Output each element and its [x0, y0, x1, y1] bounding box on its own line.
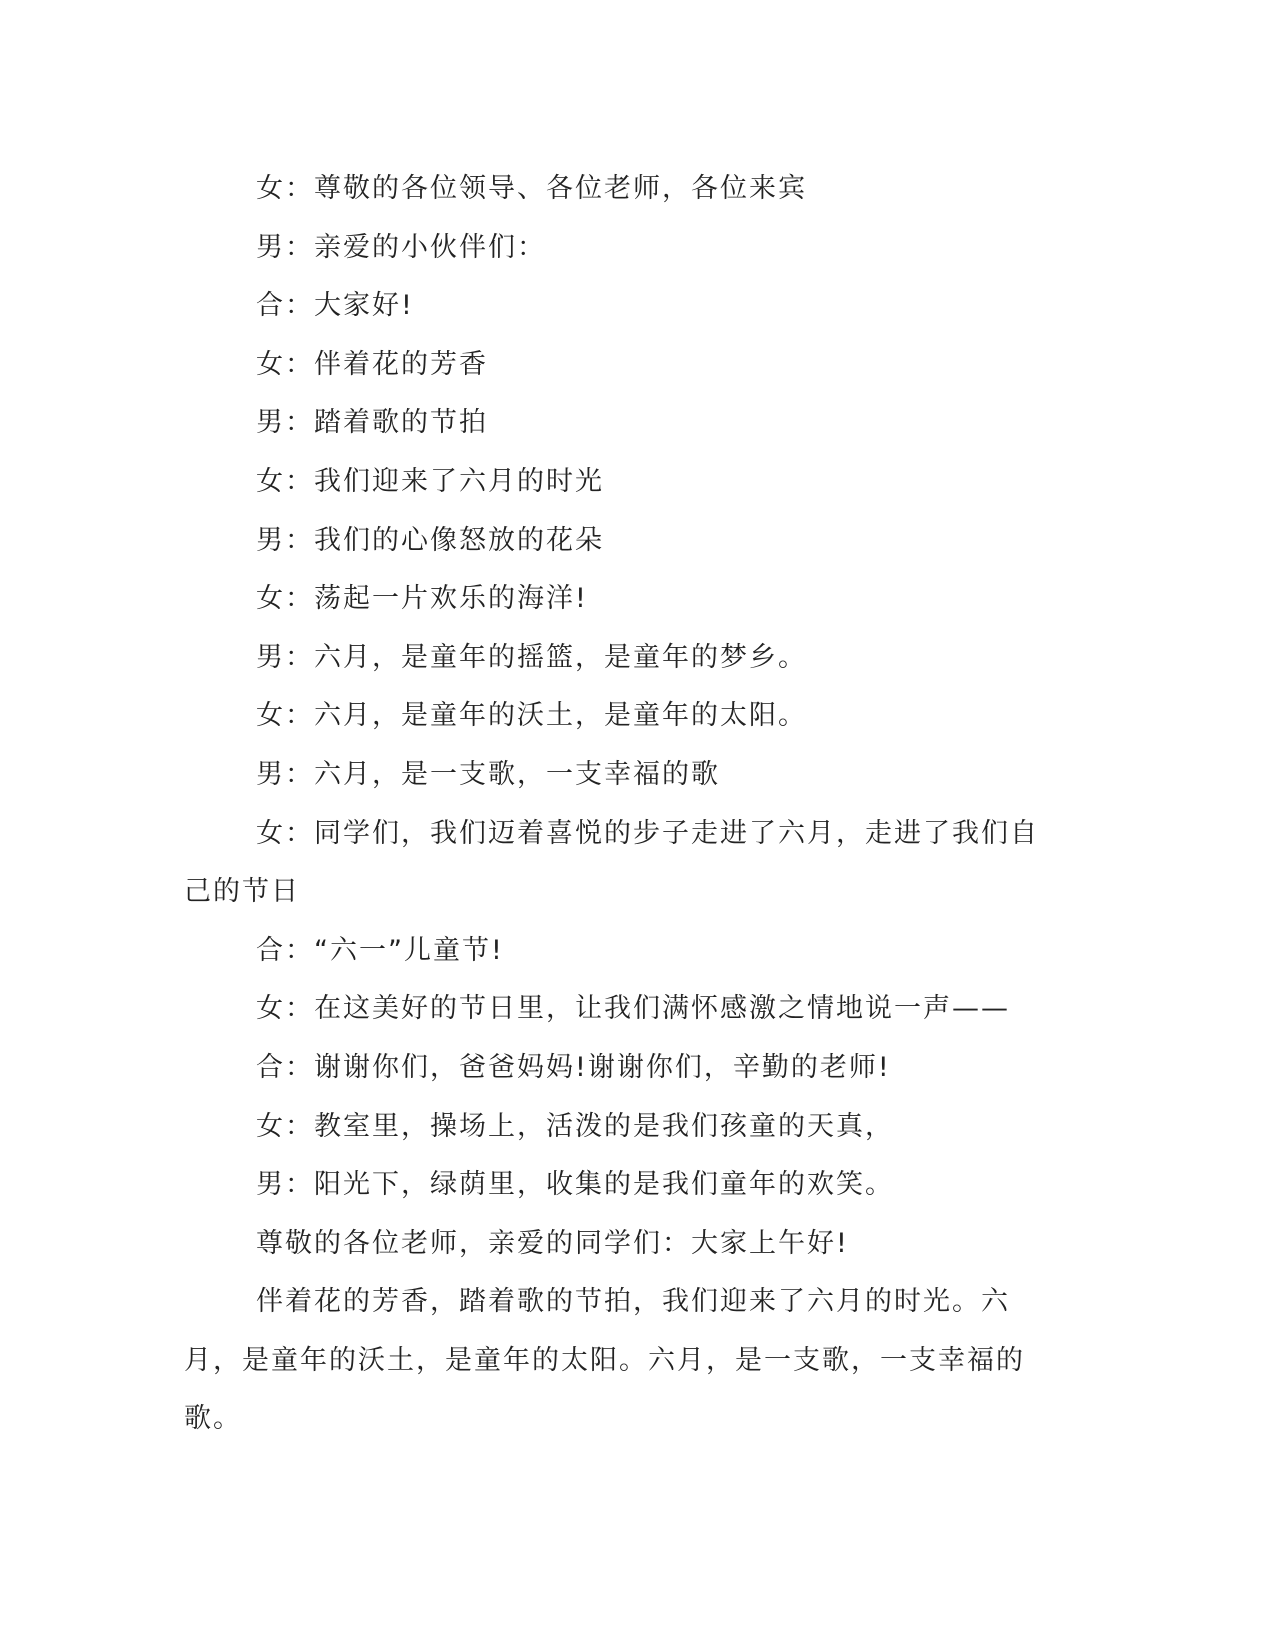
paragraph: 女：在这美好的节日里，让我们满怀感激之情地说一声—— — [256, 993, 1010, 1025]
paragraph: 女：同学们，我们迈着喜悦的步子走进了六月，走进了我们自己的节日 — [184, 817, 1039, 908]
paragraph: 男：阳光下，绿荫里，收集的是我们童年的欢笑。 — [256, 1169, 894, 1201]
paragraph: 合：谢谢你们，爸爸妈妈!谢谢你们，辛勤的老师! — [256, 1051, 891, 1083]
paragraph: 女：我们迎来了六月的时光 — [256, 465, 604, 497]
paragraph: 男：踏着歌的节拍 — [256, 407, 488, 439]
paragraph: 女：尊敬的各位领导、各位老师，各位来宾 — [256, 173, 807, 204]
paragraph: 合：大家好! — [256, 290, 414, 322]
paragraph: 尊敬的各位老师，亲爱的同学们：大家上午好! — [256, 1227, 849, 1259]
paragraph: 女：伴着花的芳香 — [256, 348, 488, 380]
paragraph: 伴着花的芳香，踏着歌的节拍，我们迎来了六月的时光。六月，是童年的沃土，是童年的太阳。六月，是一支歌，一支幸福的歌。 — [184, 1286, 1025, 1435]
paragraph: 男：六月，是童年的摇篮，是童年的梦乡。 — [256, 641, 807, 673]
paragraph: 男：我们的心像怒放的花朵 — [256, 524, 604, 556]
paragraph: 男：亲爱的小伙伴们： — [256, 231, 546, 263]
paragraph: 女：荡起一片欢乐的海洋! — [256, 583, 588, 615]
paragraph: 女：六月，是童年的沃土，是童年的太阳。 — [256, 700, 807, 732]
paragraph: 合：“六一”儿童节! — [256, 934, 504, 966]
paragraph: 女：教室里，操场上，活泼的是我们孩童的天真， — [256, 1110, 894, 1142]
document-body — [184, 160, 1064, 1449]
paragraph: 男：六月，是一支歌，一支幸福的歌 — [256, 758, 720, 790]
